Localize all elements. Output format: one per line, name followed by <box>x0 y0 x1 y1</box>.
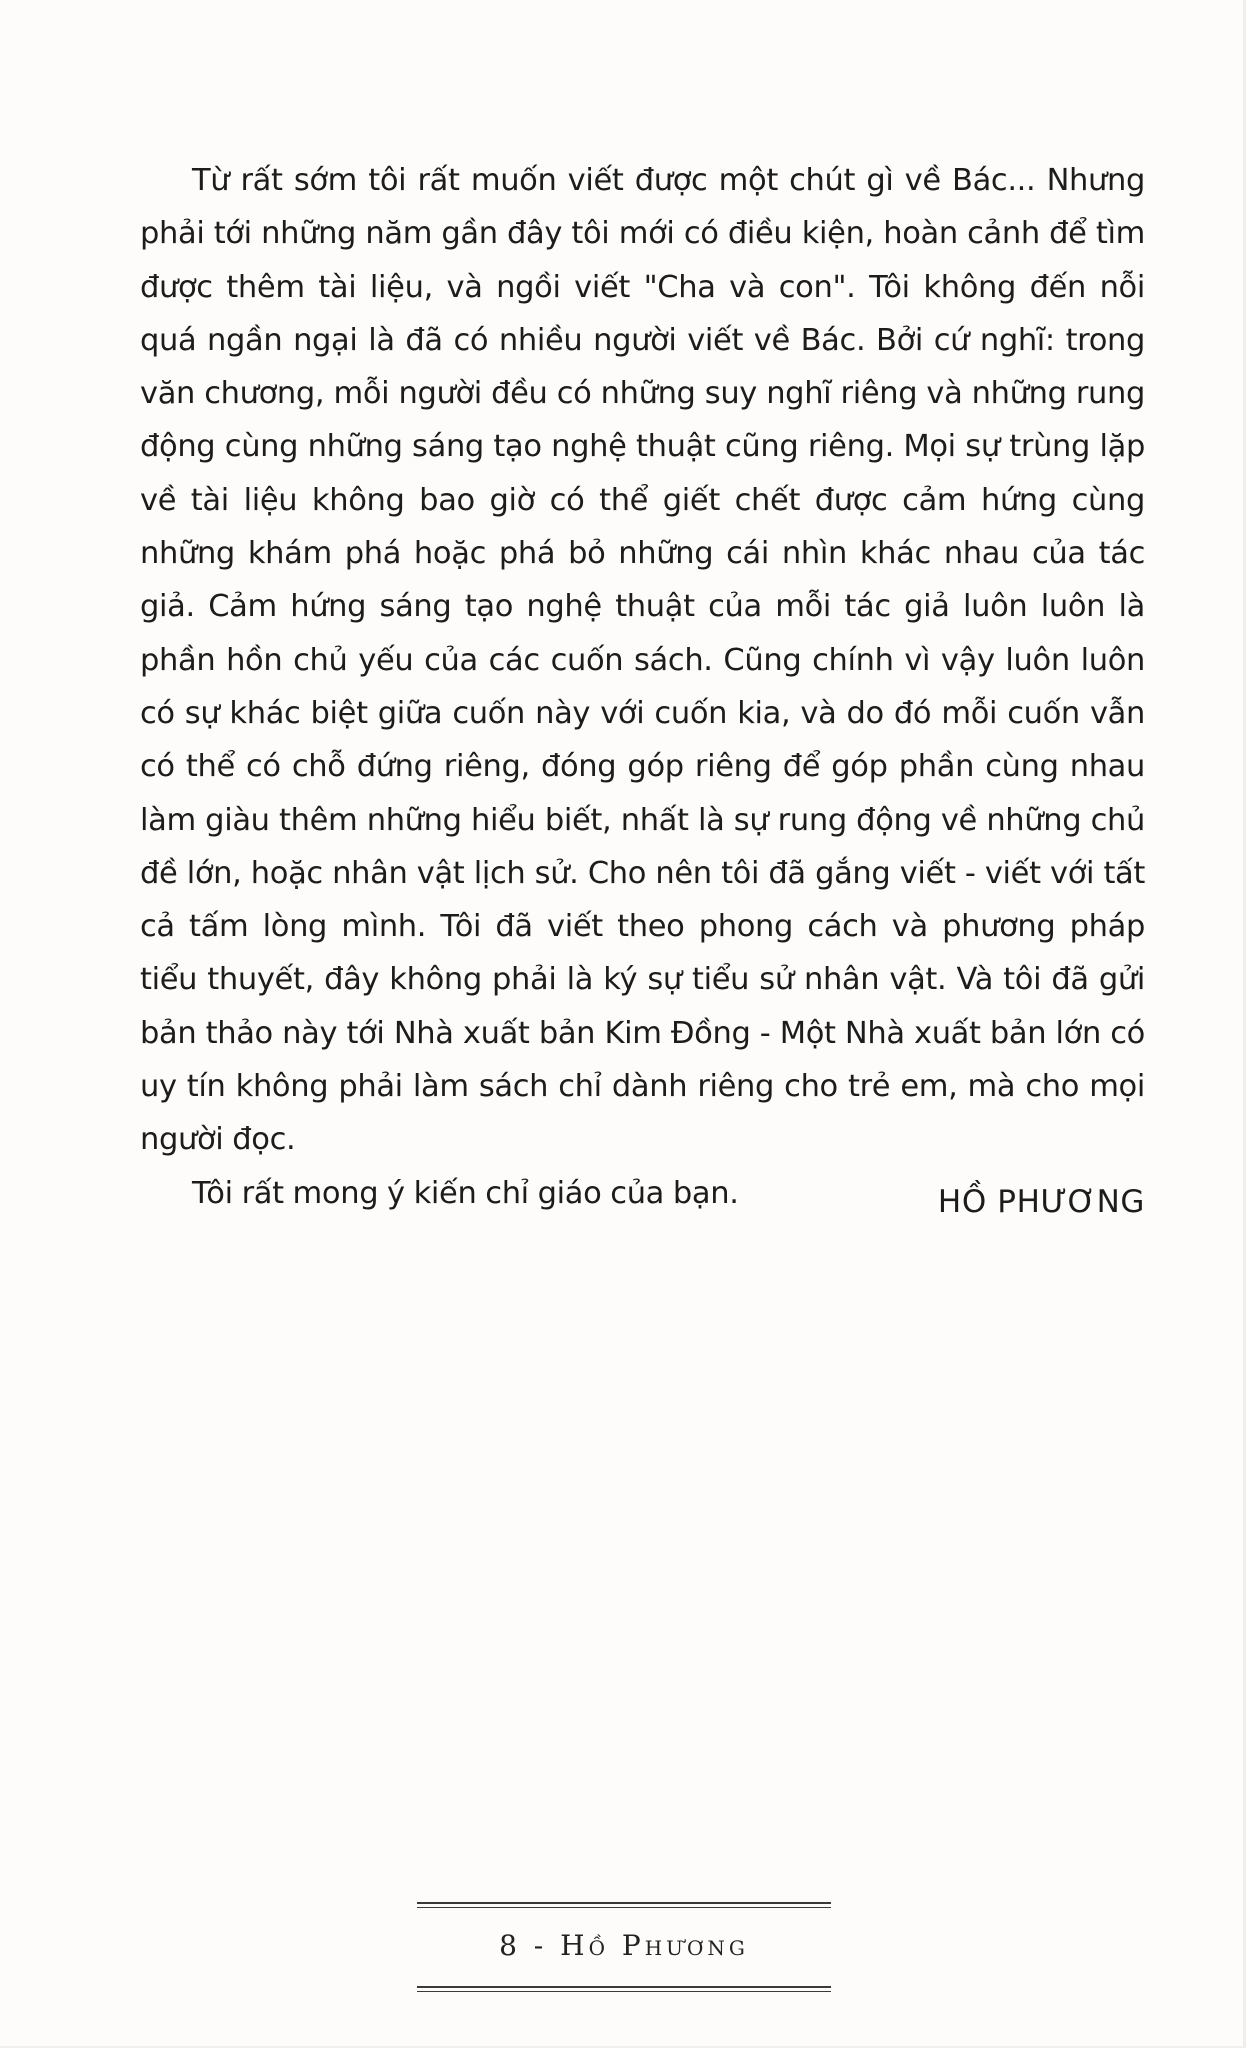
paragraph-2: Tôi rất mong ý kiến chỉ giáo của bạn. <box>192 1175 739 1211</box>
footer-bottom-rule <box>417 1986 831 1992</box>
page-footer <box>417 1902 831 1992</box>
main-text <box>140 154 1145 1220</box>
author-signature: HỒ PHƯƠNG <box>937 1184 1145 1220</box>
page-number-label: 8 - Hồ Phương <box>499 1929 749 1962</box>
paragraph-1: Từ rất sớm tôi rất muốn viết được một chút gì về Bác... Nhưng phải tới những năm gần đây tôi mới có điều kiện, hoàn cảnh để tìm được thêm tài liệu, và ngồi viết "Cha và con". Tôi không đến nỗi quá ngần ngại là đã có nhiều người viết về Bác. Bởi cứ nghĩ: trong văn chương, mỗi người đều có những suy nghĩ riêng và những rung động cùng những sáng tạo nghệ thuật cũng riêng. Mọi sự trùng lặp về tài liệu không bao giờ có thể giết chết được cảm hứng cùng những khám phá hoặc phá bỏ những cái nhìn khác nhau của tác giả. Cảm hứng sáng tạo nghệ thuật của mỗi tác giả luôn luôn là phần hồn chủ yếu của các cuốn sách. Cũng chính vì vậy luôn luôn có sự khác biệt giữa cuốn này với cuốn kia, và do đó mỗi cuốn vẫn có thể có chỗ đứng riêng, đóng góp riêng để góp phần cùng nhau làm giàu thêm những hiểu biết, nhất là sự rung động về những chủ đề lớn, hoặc nhân vật lịch sử. Cho nên tôi đã gắng viết - viết với tất cả tấm lòng mình. Tôi đã viết theo phong cách và phương pháp tiểu thuyết, đây không phải là ký sự tiểu sử nhân vật. Và tôi đã gửi bản thảo này tới Nhà xuất bản Kim Đồng - Một Nhà xuất bản lớn có uy tín không phải làm sách chỉ dành riêng cho trẻ em, mà cho mọi người đọc. <box>140 163 1145 1158</box>
